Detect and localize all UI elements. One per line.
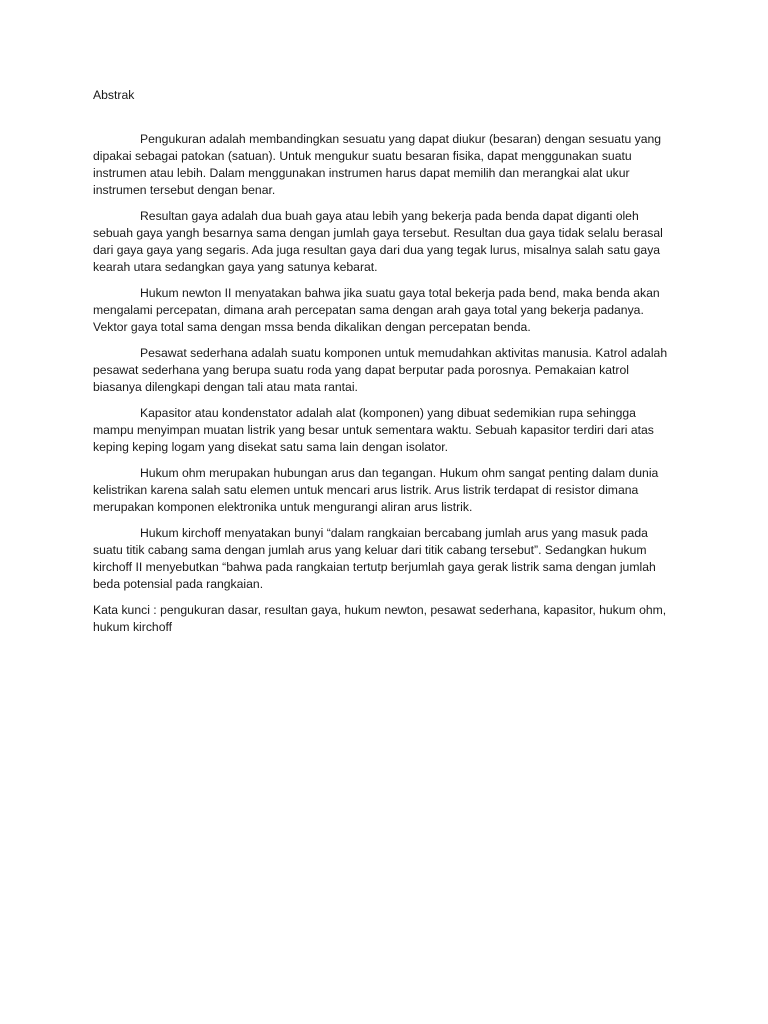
document-page [93, 87, 675, 636]
keywords-line: Kata kunci : pengukuran dasar, resultan gaya, hukum newton, pesawat sederhana, kapasitor, hukum ohm, hukum kirchoff [93, 603, 667, 634]
paragraph-pengukuran: Pengukuran adalah membandingkan sesuatu yang dapat diukur (besaran) dengan sesuatu yang dipakai sebagai patokan (satuan). Untuk mengukur suatu besaran fisika, dapat menggunakan suatu instrumen atau lebih. Dalam menggunakan instrumen harus dapat memilih dan merangkai alat ukur instrumen tersebut dengan benar. [93, 132, 662, 197]
paragraph-kapasitor: Kapasitor atau kondenstator adalah alat (komponen) yang dibuat sedemikian rupa sehingga mampu menyimpan muatan listrik yang besar untuk sementara waktu. Sebuah kapasitor terdiri dari atas keping keping logam yang disekat satu sama lain dengan isolator. [93, 406, 654, 454]
paragraph-pesawat-sederhana: Pesawat sederhana adalah suatu komponen untuk memudahkan aktivitas manusia. Katrol adalah pesawat sederhana yang berupa suatu roda yang dapat berputar pada porosnya. Pemakaian katrol biasanya dilengkapi dengan tali atau mata rantai. [93, 346, 668, 394]
paragraph-hukum-newton: Hukum newton II menyatakan bahwa jika suatu gaya total bekerja pada bend, maka benda akan mengalami percepatan, dimana arah percepatan sama dengan arah gaya total yang bekerja padanya. Vektor gaya total sama dengan mssa benda dikalikan dengan percepatan benda. [93, 286, 660, 334]
page-title: Abstrak [93, 88, 135, 102]
paragraph-hukum-ohm: Hukum ohm merupakan hubungan arus dan tegangan. Hukum ohm sangat penting dalam dunia kelistrikan karena salah satu elemen untuk mencari arus listrik. Arus listrik terdapat di resistor dimana merupakan komponen elektronika untuk mengurangi aliran arus listrik. [93, 466, 659, 514]
paragraph-hukum-kirchoff: Hukum kirchoff menyatakan bunyi “dalam rangkaian bercabang jumlah arus yang masuk pada suatu titik cabang sama dengan jumlah arus yang keluar dari titik cabang tersebut”. Sedangkan hukum kirchoff II menyebutkan “bahwa pada rangkaian tertutp berjumlah gaya gerak listrik sama dengan jumlah beda potensial pada rangkaian. [93, 526, 656, 591]
paragraph-resultan-gaya: Resultan gaya adalah dua buah gaya atau lebih yang bekerja pada benda dapat diganti oleh sebuah gaya yangh besarnya sama dengan jumlah gaya tersebut. Resultan dua gaya tidak selalu berasal dari gaya gaya yang segaris. Ada juga resultan gaya dari dua yang tegak lurus, misalnya salah satu gaya kearah utara sedangkan gaya yang satunya kebarat. [93, 209, 663, 274]
